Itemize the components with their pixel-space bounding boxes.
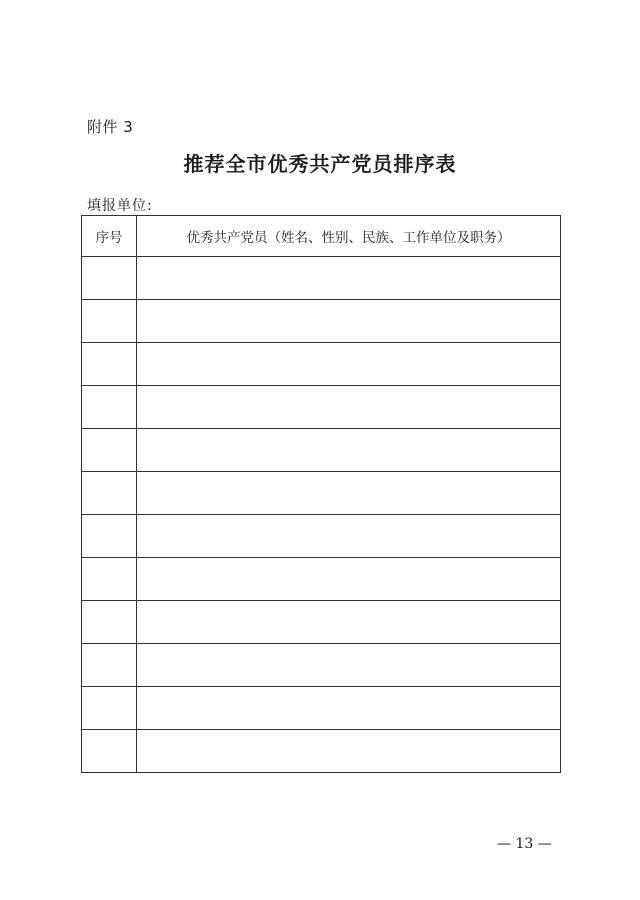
serial-number-cell[interactable] [82, 558, 137, 601]
table-row [82, 343, 561, 386]
header-serial-number: 序号 [82, 216, 137, 257]
serial-number-cell[interactable] [82, 601, 137, 644]
table-row [82, 558, 561, 601]
serial-number-cell[interactable] [82, 515, 137, 558]
attachment-label: 附件 3 [87, 118, 134, 136]
party-member-info-cell[interactable] [137, 429, 561, 472]
page-number: — 13 — [497, 836, 552, 852]
table-header-row [82, 216, 561, 257]
serial-number-cell[interactable] [82, 644, 137, 687]
party-member-info-cell[interactable] [137, 687, 561, 730]
serial-number-cell[interactable] [82, 257, 137, 300]
party-member-info-cell[interactable] [137, 300, 561, 343]
header-party-member-info: 优秀共产党员（姓名、性别、民族、工作单位及职务） [137, 216, 561, 257]
table-row [82, 300, 561, 343]
ranking-table [81, 215, 561, 773]
party-member-info-cell[interactable] [137, 343, 561, 386]
table-row [82, 644, 561, 687]
serial-number-cell[interactable] [82, 472, 137, 515]
party-member-info-cell[interactable] [137, 257, 561, 300]
party-member-info-cell[interactable] [137, 515, 561, 558]
party-member-info-cell[interactable] [137, 730, 561, 773]
table-row [82, 386, 561, 429]
party-member-info-cell[interactable] [137, 386, 561, 429]
table-row [82, 257, 561, 300]
table-row [82, 601, 561, 644]
serial-number-cell[interactable] [82, 343, 137, 386]
document-title: 推荐全市优秀共产党员排序表 [183, 152, 457, 176]
party-member-info-cell[interactable] [137, 558, 561, 601]
serial-number-cell[interactable] [82, 386, 137, 429]
table-row [82, 429, 561, 472]
party-member-info-cell[interactable] [137, 601, 561, 644]
serial-number-cell[interactable] [82, 687, 137, 730]
reporting-unit-label: 填报单位: [87, 198, 153, 214]
table-row [82, 730, 561, 773]
serial-number-cell[interactable] [82, 429, 137, 472]
serial-number-cell[interactable] [82, 730, 137, 773]
table-row [82, 687, 561, 730]
serial-number-cell[interactable] [82, 300, 137, 343]
table-row [82, 472, 561, 515]
table-body [82, 257, 561, 773]
table-row [82, 515, 561, 558]
party-member-info-cell[interactable] [137, 644, 561, 687]
party-member-info-cell[interactable] [137, 472, 561, 515]
